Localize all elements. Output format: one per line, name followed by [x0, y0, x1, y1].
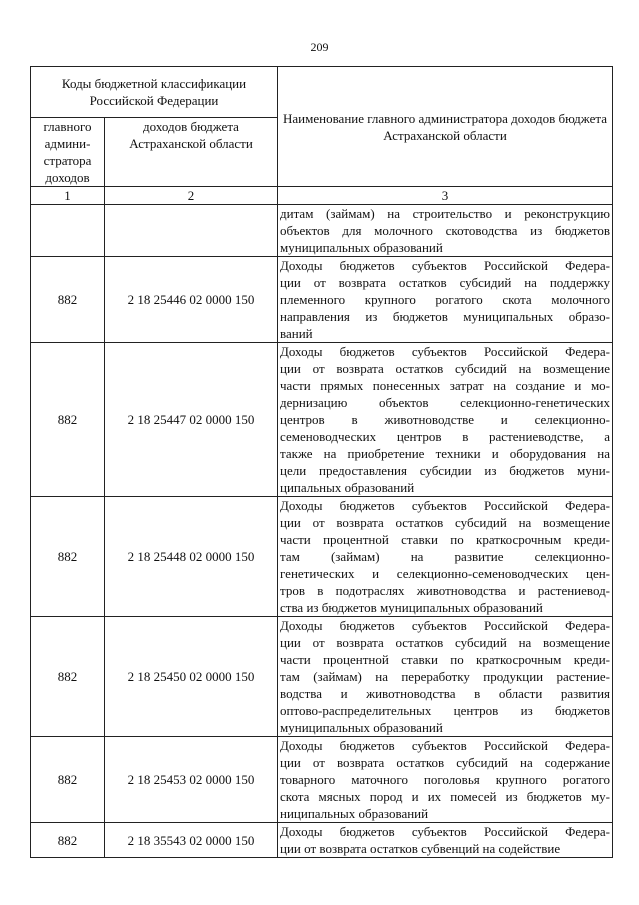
- name-text-line: ниципальных образований: [280, 806, 429, 821]
- revenue-name-cell: [278, 257, 613, 343]
- budget-code-cell: 2 18 25448 02 0000 150: [105, 497, 278, 617]
- table-row: [31, 617, 613, 737]
- budget-code-cell: 2 18 25453 02 0000 150: [105, 737, 278, 823]
- page-number: 209: [310, 40, 329, 54]
- table-row: [31, 737, 613, 823]
- name-text-line: ваний: [280, 326, 313, 341]
- name-text-line: племенного крупного рогатого скота молочного: [280, 292, 611, 307]
- name-text-line: ции от возврата остатков субсидий на поддержку: [280, 275, 611, 290]
- name-text-line: ции от возврата остатков субсидий на содержание: [280, 755, 611, 770]
- column-number-1: 1: [31, 187, 105, 205]
- table-row: [31, 497, 613, 617]
- table-row: [31, 343, 613, 497]
- name-text-line: водства и животноводства в области развития: [280, 686, 611, 701]
- revenue-name-cell: [278, 205, 613, 257]
- name-text-line: цели предоставления субсидии из бюджетов муни-: [280, 463, 611, 478]
- name-text-line: семеноводческих центров в растениеводстве, а: [280, 429, 611, 444]
- name-text-line: там (займам) на переработку продукции растение-: [280, 669, 611, 684]
- budget-code-cell: [105, 205, 278, 257]
- budget-classification-table: [30, 66, 613, 858]
- name-text-line: ции от возврата остатков субсидий на возмещение: [280, 515, 611, 530]
- name-text-line: Доходы бюджетов субъектов Российской Федера-: [280, 498, 611, 513]
- table-row: [31, 205, 613, 257]
- name-text-line: части процентной ставки по краткосрочным креди-: [280, 652, 611, 667]
- revenue-name-cell: [278, 823, 613, 858]
- name-text-line: Доходы бюджетов субъектов Российской Федера-: [280, 258, 611, 273]
- name-text-line: Доходы бюджетов субъектов Российской Федера-: [280, 344, 611, 359]
- name-text-line: дитам (займам) на строительство и реконструкцию: [280, 206, 611, 221]
- name-text-line: тров в подотраслях животноводства и растениевод-: [280, 583, 611, 598]
- table-row: [31, 823, 613, 858]
- admin-code-cell: 882: [31, 737, 105, 823]
- name-text-line: муниципальных образований: [280, 240, 443, 255]
- budget-code-cell: 2 18 25446 02 0000 150: [105, 257, 278, 343]
- name-text-line: муниципальных образований: [280, 720, 443, 735]
- name-text-line: части процентной ставки по краткосрочным креди-: [280, 532, 611, 547]
- name-text-line: ции от возврата остатков субсидий на возмещение: [280, 361, 611, 376]
- column-number-2: 2: [105, 187, 278, 205]
- admin-code-cell: 882: [31, 617, 105, 737]
- admin-code-cell: 882: [31, 823, 105, 858]
- name-text-line: ции от возврата остатков субсидий на возмещение: [280, 635, 611, 650]
- name-text-line: генетических и селекционно-семеноводческих цен-: [280, 566, 611, 581]
- revenue-name-cell: [278, 343, 613, 497]
- admin-code-cell: [31, 205, 105, 257]
- name-text-line: центров в животноводстве и селекционно-: [280, 412, 611, 427]
- admin-code-cell: 882: [31, 497, 105, 617]
- name-text-line: оптово-распределительных центров из бюджетов: [280, 703, 611, 718]
- revenue-name-cell: [278, 497, 613, 617]
- budget-code-cell: 2 18 25447 02 0000 150: [105, 343, 278, 497]
- header-admin-column: главного админи-стратора доходов: [31, 118, 105, 187]
- name-text-line: дернизацию объектов селекционно-генетических: [280, 395, 611, 410]
- name-text-line: там (займам) на развитие селекционно-: [280, 549, 611, 564]
- admin-code-cell: 882: [31, 343, 105, 497]
- budget-code-cell: 2 18 35543 02 0000 150: [105, 823, 278, 858]
- name-text-line: также на приобретение техники и оборудования на: [280, 446, 611, 461]
- name-text-line: Доходы бюджетов субъектов Российской Федера-: [280, 738, 611, 753]
- revenue-name-cell: [278, 737, 613, 823]
- name-text-line: товарного маточного поголовья крупного рогатого: [280, 772, 611, 787]
- table-row: [31, 257, 613, 343]
- header-row-top: [31, 67, 613, 118]
- name-text-line: ции от возврата остатков субвенций на содействие: [280, 841, 561, 856]
- admin-code-cell: 882: [31, 257, 105, 343]
- revenue-name-cell: [278, 617, 613, 737]
- name-text-line: ципальных образований: [280, 480, 415, 495]
- name-text-line: Доходы бюджетов субъектов Российской Федера-: [280, 618, 611, 633]
- name-text-line: Доходы бюджетов субъектов Российской Федера-: [280, 824, 611, 839]
- header-name-column: Наименование главного администратора доходов бюджета Астраханской области: [278, 67, 613, 187]
- header-codes-group: Коды бюджетной классификации Российской Федерации: [31, 67, 278, 118]
- name-text-line: скота мясных пород и их помесей из бюджетов му-: [280, 789, 611, 804]
- header-code-column: доходов бюджета Астраханской области: [105, 118, 278, 187]
- budget-code-cell: 2 18 25450 02 0000 150: [105, 617, 278, 737]
- column-number-row: [31, 187, 613, 205]
- name-text-line: ства из бюджетов муниципальных образований: [280, 600, 543, 615]
- column-number-3: 3: [278, 187, 613, 205]
- name-text-line: части прямых понесенных затрат на создание и мо-: [280, 378, 611, 393]
- name-text-line: направления из бюджетов муниципальных образо-: [280, 309, 611, 324]
- name-text-line: объектов для молочного скотоводства из бюджетов: [280, 223, 611, 238]
